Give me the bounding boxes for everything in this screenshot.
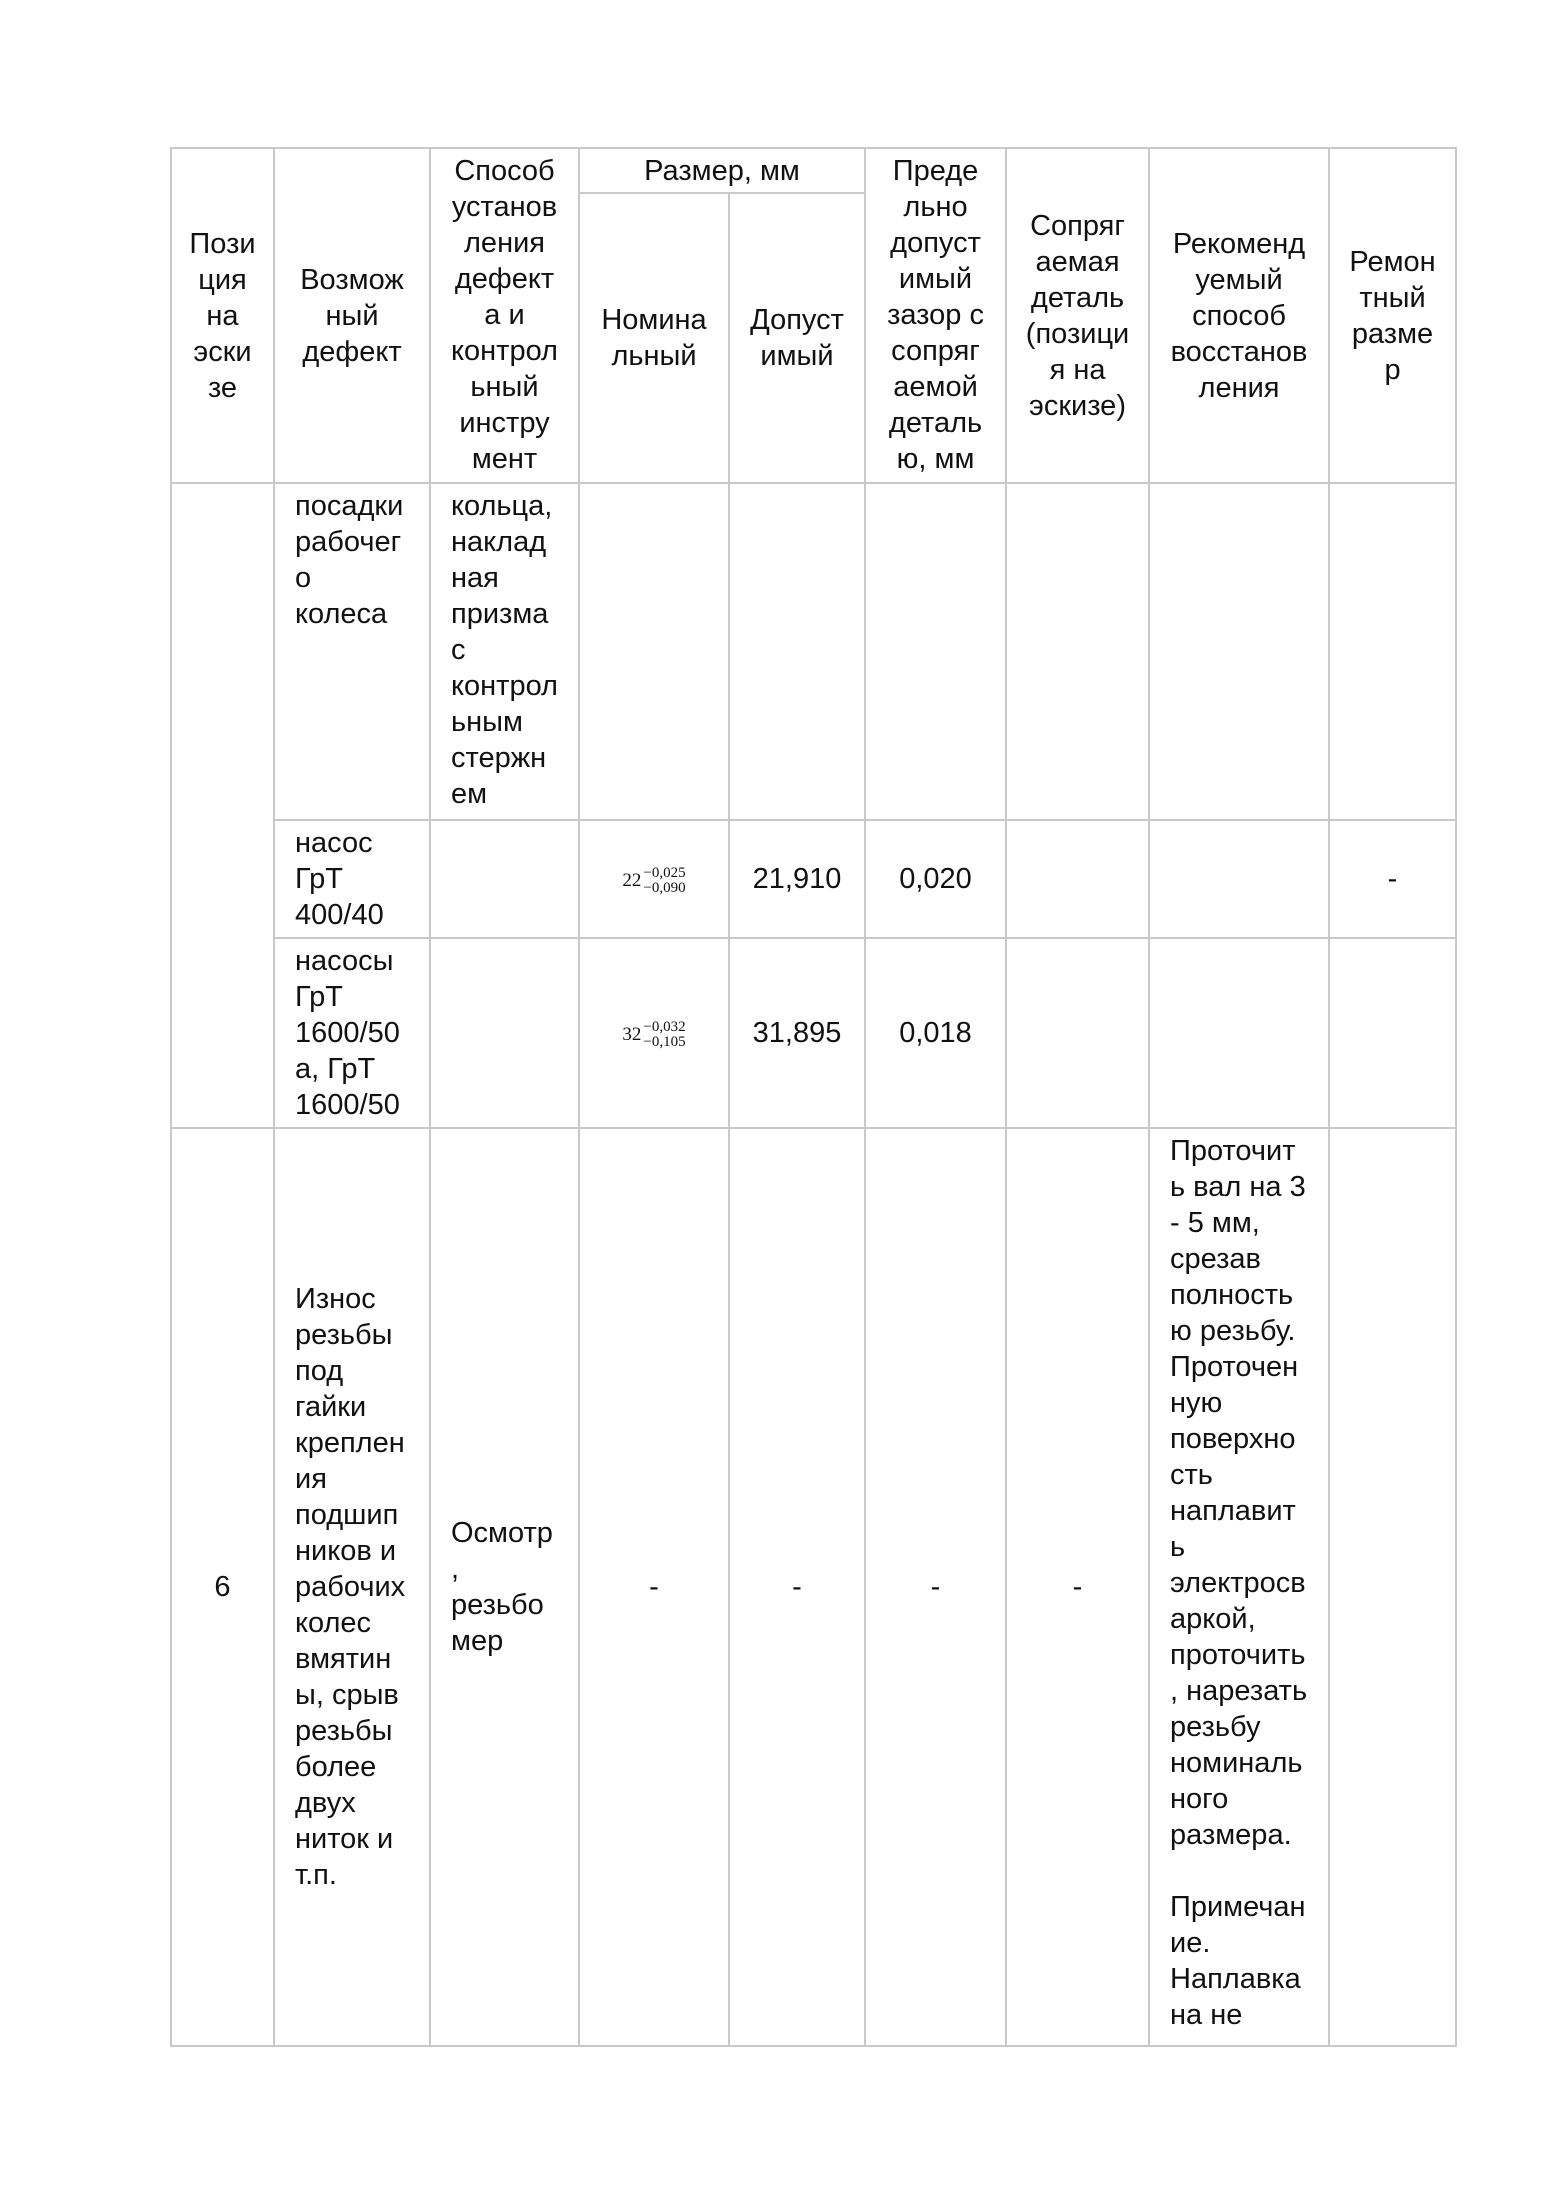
defect-cell: насосы ГрТ 1600/50 а, ГрТ 1600/50	[274, 938, 430, 1128]
table-row	[171, 1128, 1456, 2046]
header-defect: Возмож ный дефект	[274, 148, 430, 483]
header-max-gap: Преде льно допуст имый зазор с сопряг аемой деталь ю, мм	[865, 148, 1006, 483]
nominal-cell	[579, 820, 729, 938]
repair-cell	[1329, 1128, 1456, 2046]
allowed-cell	[729, 483, 865, 820]
table-row	[171, 938, 1456, 1128]
allowed-cell: 31,895	[729, 938, 865, 1128]
position-cell: 6	[171, 1128, 274, 2046]
header-recommended-method: Рекоменд уемый способ восстанов ления	[1149, 148, 1329, 483]
note-text: Примечан	[1170, 1891, 1306, 1923]
method-cell	[430, 938, 579, 1128]
allowed-cell: -	[729, 1128, 865, 2046]
table-row	[171, 820, 1456, 938]
nominal-cell	[579, 483, 729, 820]
tolerance-value: 32 −0,032 −0,105	[622, 1019, 686, 1050]
defect-cell: Износ резьбы под гайки креплен ия подшип ников и рабочих колес вмятин ы, срыв резьбы более двух ниток и т.п.	[274, 1128, 430, 2046]
method-cell: Осмотр , резьбо мер	[430, 1128, 579, 2046]
mating-cell	[1006, 938, 1149, 1128]
defect-cell: насос ГрТ 400/40	[274, 820, 430, 938]
nominal-cell	[579, 938, 729, 1128]
tolerance-value: 22 −0,025 −0,090	[622, 865, 686, 896]
table-row	[171, 483, 1456, 820]
mating-cell	[1006, 820, 1149, 938]
position-cell	[171, 483, 274, 1128]
recommended-cell	[1149, 483, 1329, 820]
header-size-group: Размер, мм	[579, 148, 865, 193]
nominal-cell: -	[579, 1128, 729, 2046]
max-gap-cell: 0,020	[865, 820, 1006, 938]
header-position: Пози ция на эски зе	[171, 148, 274, 483]
max-gap-cell: 0,018	[865, 938, 1006, 1128]
allowed-cell: 21,910	[729, 820, 865, 938]
header-allowed: Допуст имый	[729, 193, 865, 483]
header-nominal: Номина льный	[579, 193, 729, 483]
defect-cell: посадки рабочег о колеса	[274, 483, 430, 820]
max-gap-cell: -	[865, 1128, 1006, 2046]
header-method: Способ установ ления дефект а и контрол ьный инстру мент	[430, 148, 579, 483]
defects-table	[170, 147, 1457, 2047]
recommended-cell: Проточит ь вал на 3 - 5 мм, срезав полность ю резьбу. Проточен ную поверхно сть наплавит ь электросв аркой, проточить , нарезать резьбу номиналь ного размера. Примечан ие. Наплавка на не	[1149, 1128, 1329, 2046]
repair-cell: -	[1329, 820, 1456, 938]
header-repair-size: Ремон тный разме р	[1329, 148, 1456, 483]
recommended-cell	[1149, 938, 1329, 1128]
header-row	[171, 148, 1456, 193]
mating-cell: -	[1006, 1128, 1149, 2046]
method-cell	[430, 820, 579, 938]
recommended-cell	[1149, 820, 1329, 938]
mating-cell	[1006, 483, 1149, 820]
repair-cell	[1329, 938, 1456, 1128]
repair-cell	[1329, 483, 1456, 820]
method-cell: кольца, наклад ная призма с контрол ьным стержн ем	[430, 483, 579, 820]
header-mating-part: Сопряг аемая деталь (позици я на эскизе)	[1006, 148, 1149, 483]
max-gap-cell	[865, 483, 1006, 820]
